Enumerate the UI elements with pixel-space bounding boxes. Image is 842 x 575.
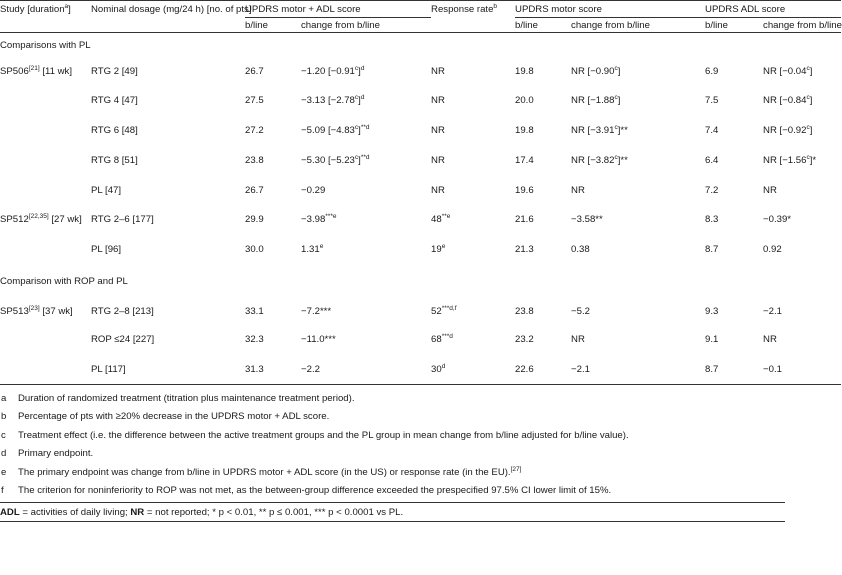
adl-baseline-cell: 6.4: [705, 154, 719, 166]
dosage-cell: RTG 2–6 [177]: [91, 214, 154, 225]
motor-change-cell: NR [−0.90$^c$]: [571, 64, 621, 77]
table-row: [0, 234, 841, 264]
motor-adl-baseline-cell: 31.3: [245, 354, 301, 385]
footnote-item: [0, 389, 781, 408]
section-row: [0, 264, 841, 298]
motor-adl-baseline-cell: 29.9: [245, 214, 264, 225]
table-row: [0, 354, 841, 385]
dosage-cell: RTG 6 [48]: [91, 124, 138, 136]
adl-baseline-cell: 7.2: [705, 184, 719, 196]
motor-adl-change-cell: −7.2***: [301, 305, 332, 317]
adl-change-cell: NR: [763, 333, 777, 345]
motor-adl-baseline-cell: 30.0: [245, 243, 264, 255]
motor-adl-baseline-cell: 27.5: [245, 94, 264, 106]
motor-adl-baseline-cell: 26.7: [245, 65, 264, 77]
motor-adl-change-cell: −5.09 $[-4.83^c]^{**d}$: [301, 123, 370, 136]
motor-baseline-cell: 19.6: [515, 184, 534, 196]
motor-baseline-cell: 22.6: [515, 354, 571, 385]
response-rate-cell: 19e: [431, 242, 446, 255]
motor-adl-change-cell: −3.13 $[-2.78^c]^d$: [301, 93, 365, 106]
adl-baseline-cell: 7.5: [705, 94, 719, 106]
adl-baseline-cell: 8.3: [705, 214, 719, 225]
response-rate-cell: 52$^{***d,f}$: [431, 304, 457, 317]
adl-change-cell: −2.1: [763, 305, 782, 317]
adl-baseline-cell: 8.7: [705, 243, 719, 255]
motor-change-cell: NR [−3.91$^c$]**: [571, 123, 628, 136]
footnote-key: c: [1, 429, 6, 441]
header-row-top: [0, 1, 841, 18]
footnote-text: The criterion for noninferiority to ROP was not met, as the between-group difference exceeded the prespecified 97.5% CI lower limit of 15%.: [18, 485, 612, 497]
header-adl: UPDRS ADL score: [705, 1, 841, 18]
footnote-key: f: [1, 485, 4, 497]
adl-baseline-cell: 9.3: [705, 305, 719, 317]
motor-change-cell: NR [−1.88$^c$]: [571, 93, 621, 106]
response-rate-cell: NR: [431, 184, 445, 196]
footnote-item: [0, 463, 781, 482]
study-cell: [0, 324, 91, 354]
motor-adl-change-cell: $-3.98^{***e}$: [301, 212, 337, 225]
table-row: [0, 324, 841, 354]
motor-adl-baseline-cell: 32.3: [245, 333, 264, 345]
study-cell: [0, 175, 91, 205]
motor-adl-change-cell: −1.20 $[-0.91^c]^d$: [301, 64, 365, 77]
response-rate-cell: NR: [431, 124, 445, 136]
section-title-pl: Comparisons with PL: [0, 39, 91, 51]
header-study: Study [duration$^a$]: [0, 1, 91, 18]
section-title-rop: Comparison with ROP and PL: [0, 275, 128, 287]
adl-change-cell: NR [−0.84$^c$]: [763, 93, 813, 106]
dosage-cell: ROP ≤24 [227]: [91, 333, 155, 345]
motor-baseline-cell: 17.4: [515, 154, 534, 166]
subheader-change: change from b/line: [571, 18, 705, 33]
motor-adl-baseline-cell: 27.2: [245, 124, 264, 136]
response-rate-cell: NR: [431, 154, 445, 166]
table-row: [0, 175, 841, 205]
footnote-key: b: [1, 411, 7, 423]
footnote-key: d: [1, 448, 7, 460]
adl-change-cell: 0.92: [763, 243, 782, 255]
table-row: [0, 298, 841, 324]
adl-baseline-cell: 6.9: [705, 65, 719, 77]
adl-baseline-cell: 8.7: [705, 354, 763, 385]
response-rate-cell: 48$^{**e}$: [431, 212, 451, 225]
response-rate-cell: 68$^{***d}$: [431, 332, 453, 345]
adl-baseline-cell: 9.1: [705, 333, 719, 345]
motor-adl-baseline-cell: 26.7: [245, 184, 264, 196]
adl-change-cell: −0.39*: [763, 214, 792, 225]
adl-change-cell: NR [−1.56$^c$]*: [763, 153, 817, 166]
dosage-cell: PL [96]: [91, 243, 122, 255]
header-row-sub: [0, 18, 841, 33]
dosage-cell: PL [47]: [91, 184, 122, 196]
header-dosage: Nominal dosage (mg/24 h) [no. of pts]: [91, 1, 245, 18]
subheader-change: change from b/line: [301, 18, 431, 33]
motor-baseline-cell: 19.8: [515, 124, 534, 136]
section-row: [0, 33, 841, 58]
table-row: [0, 115, 841, 145]
footnote-item: [0, 445, 781, 464]
motor-change-cell: NR: [571, 333, 585, 345]
adl-change-cell: −0.1: [763, 354, 841, 385]
footnote-text: The primary endpoint was change from b/line in UPDRS motor + ADL score (in the US) or response rate (in the EU).[27]: [18, 465, 522, 478]
motor-adl-change-cell: 1.31e: [301, 242, 324, 255]
study-cell: [0, 85, 91, 115]
abbreviations-line: ADL = activities of daily living; NR = not reported; * p < 0.01, ** p ≤ 0.001, *** p < 0.0001 vs PL.: [0, 502, 785, 522]
footnote-item: [0, 408, 781, 427]
footnote-item: [0, 426, 781, 445]
adl-change-cell: NR [−0.04$^c$]: [763, 64, 813, 77]
motor-change-cell: NR: [571, 184, 585, 196]
footnote-item: [0, 482, 781, 501]
motor-adl-baseline-cell: 23.8: [245, 154, 264, 166]
motor-baseline-cell: 21.6: [515, 214, 534, 225]
adl-baseline-cell: 7.4: [705, 124, 719, 136]
subheader-bline: b/line: [515, 18, 571, 33]
table-row: [0, 145, 841, 175]
motor-baseline-cell: 21.3: [515, 243, 534, 255]
dosage-cell: PL [117]: [91, 354, 245, 385]
response-rate-cell: 30$^d$: [431, 354, 515, 385]
motor-adl-baseline-cell: 33.1: [245, 305, 264, 317]
motor-adl-change-cell: −11.0***: [301, 333, 336, 345]
header-motor-adl: UPDRS motor + ADL score: [245, 1, 431, 18]
study-cell: [0, 234, 91, 264]
motor-baseline-cell: 20.0: [515, 94, 534, 106]
subheader-bline: b/line: [245, 18, 301, 33]
motor-change-cell: −2.1: [571, 354, 705, 385]
table-row: [0, 85, 841, 115]
dosage-cell: RTG 2 [49]: [91, 65, 138, 77]
response-rate-cell: NR: [431, 65, 445, 77]
study-cell: SP513[23] [37 wk]: [0, 304, 73, 317]
subheader-change: change from b/line: [763, 19, 842, 31]
motor-baseline-cell: 23.8: [515, 305, 534, 317]
footnote-key: e: [1, 466, 7, 478]
motor-change-cell: −3.58**: [571, 214, 603, 225]
motor-baseline-cell: 19.8: [515, 65, 534, 77]
table-row: [0, 205, 841, 234]
footnote-text: Primary endpoint.: [18, 448, 94, 460]
subheader-bline: b/line: [705, 18, 763, 33]
dosage-cell: RTG 8 [51]: [91, 154, 138, 166]
footnote-text: Percentage of pts with ≥20% decrease in the UPDRS motor + ADL score.: [18, 411, 330, 423]
adl-change-cell: NR: [763, 184, 777, 196]
dosage-cell: RTG 2–8 [213]: [91, 305, 154, 317]
table-row: [0, 57, 841, 85]
header-response: Response rate$^b$: [431, 1, 515, 18]
footnote-key: a: [1, 392, 7, 404]
footnote-text: Treatment effect (i.e. the difference between the active treatment groups and the PL group in mean change from b/line adjusted for b/line value).: [18, 429, 629, 441]
response-rate-cell: NR: [431, 94, 445, 106]
study-cell: [0, 354, 91, 385]
dosage-cell: RTG 4 [47]: [91, 94, 138, 106]
motor-baseline-cell: 23.2: [515, 333, 534, 345]
motor-change-cell: −5.2: [571, 305, 590, 317]
motor-adl-change-cell: −0.29: [301, 184, 326, 196]
study-cell: SP512[22,35] [27 wk]: [0, 212, 82, 225]
study-cell: [0, 115, 91, 145]
adl-change-cell: NR [−0.92$^c$]: [763, 123, 813, 136]
footnotes: [0, 389, 781, 500]
motor-change-cell: 0.38: [571, 243, 590, 255]
study-cell: SP506[21] [11 wk]: [0, 64, 73, 77]
motor-adl-change-cell: −5.30 $[-5.23^c]^{**d}$: [301, 153, 370, 166]
motor-adl-change-cell: −2.2: [301, 354, 431, 385]
motor-change-cell: NR [−3.82$^c$]**: [571, 153, 628, 166]
footnote-text: Duration of randomized treatment (titration plus maintenance treatment period).: [18, 392, 355, 404]
header-motor: UPDRS motor score: [515, 1, 705, 18]
study-cell: [0, 145, 91, 175]
